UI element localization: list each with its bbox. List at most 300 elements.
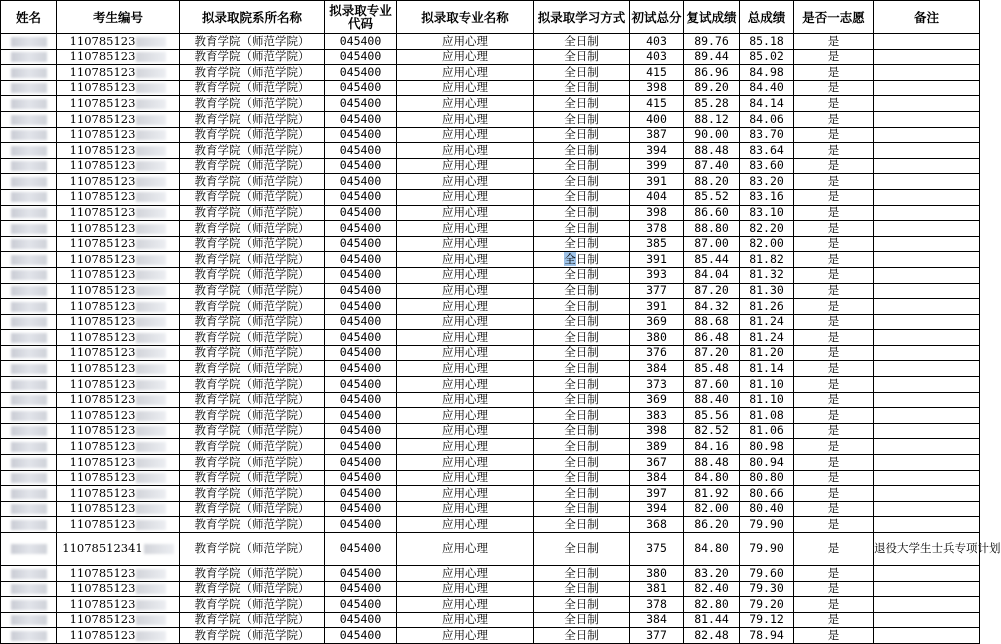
name-cell[interactable] [1, 267, 57, 283]
study-mode-cell[interactable]: 全日制 [534, 174, 630, 190]
retest-score-cell[interactable]: 82.80 [684, 597, 740, 613]
remarks-cell[interactable] [874, 299, 980, 315]
college-cell[interactable]: 教育学院（师范学院） [180, 345, 325, 361]
retest-score-cell[interactable]: 85.56 [684, 408, 740, 424]
retest-score-cell[interactable]: 83.20 [684, 566, 740, 582]
major-name-cell[interactable]: 应用心理 [397, 314, 534, 330]
exam-id-cell[interactable] [57, 566, 180, 582]
college-cell[interactable]: 教育学院（师范学院） [180, 49, 325, 65]
initial-score-cell[interactable]: 387 [630, 127, 684, 143]
retest-score-cell[interactable]: 89.76 [684, 34, 740, 50]
exam-id-cell[interactable] [57, 612, 180, 628]
header-study-mode[interactable]: 拟录取学习方式 [534, 1, 630, 34]
initial-score-cell[interactable]: 380 [630, 330, 684, 346]
first-choice-cell[interactable]: 是 [794, 65, 874, 81]
name-cell[interactable] [1, 581, 57, 597]
header-college[interactable]: 拟录取院系所名称 [180, 1, 325, 34]
initial-score-cell[interactable]: 398 [630, 423, 684, 439]
retest-score-cell[interactable]: 84.16 [684, 439, 740, 455]
major-code-cell[interactable]: 045400 [325, 127, 397, 143]
retest-score-cell[interactable]: 86.20 [684, 517, 740, 533]
remarks-cell[interactable] [874, 283, 980, 299]
college-cell[interactable]: 教育学院（师范学院） [180, 392, 325, 408]
retest-score-cell[interactable]: 85.28 [684, 96, 740, 112]
major-name-cell[interactable]: 应用心理 [397, 65, 534, 81]
remarks-cell[interactable] [874, 205, 980, 221]
remarks-cell[interactable] [874, 423, 980, 439]
initial-score-cell[interactable]: 403 [630, 49, 684, 65]
major-name-cell[interactable]: 应用心理 [397, 628, 534, 644]
initial-score-cell[interactable]: 369 [630, 314, 684, 330]
retest-score-cell[interactable]: 88.40 [684, 392, 740, 408]
name-cell[interactable] [1, 533, 57, 566]
remarks-cell[interactable] [874, 80, 980, 96]
first-choice-cell[interactable]: 是 [794, 283, 874, 299]
college-cell[interactable]: 教育学院（师范学院） [180, 628, 325, 644]
first-choice-cell[interactable]: 是 [794, 236, 874, 252]
name-cell[interactable] [1, 236, 57, 252]
remarks-cell[interactable] [874, 267, 980, 283]
study-mode-cell[interactable]: 全日制 [534, 96, 630, 112]
exam-id-cell[interactable] [57, 486, 180, 502]
total-score-cell[interactable]: 83.64 [740, 143, 794, 159]
major-code-cell[interactable]: 045400 [325, 330, 397, 346]
initial-score-cell[interactable]: 369 [630, 392, 684, 408]
exam-id-cell[interactable] [57, 392, 180, 408]
exam-id-cell[interactable] [57, 314, 180, 330]
total-score-cell[interactable]: 83.60 [740, 158, 794, 174]
total-score-cell[interactable]: 79.60 [740, 566, 794, 582]
exam-id-cell[interactable] [57, 96, 180, 112]
initial-score-cell[interactable]: 375 [630, 533, 684, 566]
study-mode-cell[interactable]: 全日制 [534, 267, 630, 283]
initial-score-cell[interactable]: 367 [630, 455, 684, 471]
first-choice-cell[interactable]: 是 [794, 533, 874, 566]
remarks-cell[interactable] [874, 143, 980, 159]
first-choice-cell[interactable]: 是 [794, 408, 874, 424]
major-code-cell[interactable]: 045400 [325, 252, 397, 268]
major-code-cell[interactable]: 045400 [325, 501, 397, 517]
remarks-cell[interactable] [874, 581, 980, 597]
total-score-cell[interactable]: 81.24 [740, 330, 794, 346]
name-cell[interactable] [1, 314, 57, 330]
initial-score-cell[interactable]: 378 [630, 221, 684, 237]
initial-score-cell[interactable]: 383 [630, 408, 684, 424]
major-name-cell[interactable]: 应用心理 [397, 597, 534, 613]
header-name[interactable]: 姓名 [1, 1, 57, 34]
major-name-cell[interactable]: 应用心理 [397, 361, 534, 377]
remarks-cell[interactable] [874, 221, 980, 237]
college-cell[interactable]: 教育学院（师范学院） [180, 517, 325, 533]
initial-score-cell[interactable]: 389 [630, 439, 684, 455]
first-choice-cell[interactable]: 是 [794, 455, 874, 471]
major-code-cell[interactable]: 045400 [325, 423, 397, 439]
total-score-cell[interactable]: 79.90 [740, 533, 794, 566]
major-code-cell[interactable]: 045400 [325, 455, 397, 471]
name-cell[interactable] [1, 566, 57, 582]
major-name-cell[interactable]: 应用心理 [397, 205, 534, 221]
major-name-cell[interactable]: 应用心理 [397, 189, 534, 205]
study-mode-cell[interactable]: 全日制 [534, 612, 630, 628]
major-name-cell[interactable]: 应用心理 [397, 581, 534, 597]
college-cell[interactable]: 教育学院（师范学院） [180, 80, 325, 96]
name-cell[interactable] [1, 158, 57, 174]
initial-score-cell[interactable]: 377 [630, 628, 684, 644]
study-mode-cell[interactable]: 全日制 [534, 111, 630, 127]
initial-score-cell[interactable]: 385 [630, 236, 684, 252]
remarks-cell[interactable] [874, 566, 980, 582]
total-score-cell[interactable]: 79.12 [740, 612, 794, 628]
major-name-cell[interactable]: 应用心理 [397, 252, 534, 268]
header-major-code[interactable]: 拟录取专业代码 [325, 1, 397, 34]
total-score-cell[interactable]: 85.18 [740, 34, 794, 50]
name-cell[interactable] [1, 501, 57, 517]
college-cell[interactable]: 教育学院（师范学院） [180, 143, 325, 159]
name-cell[interactable] [1, 455, 57, 471]
remarks-cell[interactable] [874, 470, 980, 486]
major-code-cell[interactable]: 045400 [325, 533, 397, 566]
name-cell[interactable] [1, 283, 57, 299]
initial-score-cell[interactable]: 415 [630, 96, 684, 112]
total-score-cell[interactable]: 81.20 [740, 345, 794, 361]
retest-score-cell[interactable]: 88.48 [684, 143, 740, 159]
major-name-cell[interactable]: 应用心理 [397, 174, 534, 190]
initial-score-cell[interactable]: 376 [630, 345, 684, 361]
name-cell[interactable] [1, 111, 57, 127]
first-choice-cell[interactable]: 是 [794, 127, 874, 143]
total-score-cell[interactable]: 84.06 [740, 111, 794, 127]
retest-score-cell[interactable]: 87.00 [684, 236, 740, 252]
major-code-cell[interactable]: 045400 [325, 158, 397, 174]
total-score-cell[interactable]: 81.10 [740, 377, 794, 393]
total-score-cell[interactable]: 81.06 [740, 423, 794, 439]
total-score-cell[interactable]: 80.66 [740, 486, 794, 502]
exam-id-cell[interactable] [57, 439, 180, 455]
college-cell[interactable]: 教育学院（师范学院） [180, 408, 325, 424]
study-mode-cell[interactable]: 全日制 [534, 221, 630, 237]
name-cell[interactable] [1, 127, 57, 143]
initial-score-cell[interactable]: 404 [630, 189, 684, 205]
first-choice-cell[interactable]: 是 [794, 252, 874, 268]
major-code-cell[interactable]: 045400 [325, 566, 397, 582]
major-name-cell[interactable]: 应用心理 [397, 345, 534, 361]
total-score-cell[interactable]: 83.20 [740, 174, 794, 190]
remarks-cell[interactable] [874, 314, 980, 330]
remarks-cell[interactable] [874, 377, 980, 393]
exam-id-cell[interactable] [57, 361, 180, 377]
exam-id-cell[interactable] [57, 189, 180, 205]
study-mode-cell[interactable]: 全日制 [534, 361, 630, 377]
major-code-cell[interactable]: 045400 [325, 143, 397, 159]
retest-score-cell[interactable]: 86.60 [684, 205, 740, 221]
college-cell[interactable]: 教育学院（师范学院） [180, 96, 325, 112]
first-choice-cell[interactable]: 是 [794, 486, 874, 502]
study-mode-cell[interactable]: 全日制 [534, 501, 630, 517]
first-choice-cell[interactable]: 是 [794, 581, 874, 597]
header-initial-score[interactable]: 初试总分 [630, 1, 684, 34]
total-score-cell[interactable]: 82.00 [740, 236, 794, 252]
college-cell[interactable]: 教育学院（师范学院） [180, 65, 325, 81]
retest-score-cell[interactable]: 89.20 [684, 80, 740, 96]
remarks-cell[interactable] [874, 174, 980, 190]
study-mode-cell[interactable]: 全日制 [534, 189, 630, 205]
major-name-cell[interactable]: 应用心理 [397, 236, 534, 252]
initial-score-cell[interactable]: 368 [630, 517, 684, 533]
total-score-cell[interactable]: 78.94 [740, 628, 794, 644]
exam-id-cell[interactable] [57, 252, 180, 268]
remarks-cell[interactable] [874, 408, 980, 424]
college-cell[interactable]: 教育学院（师范学院） [180, 423, 325, 439]
total-score-cell[interactable]: 80.94 [740, 455, 794, 471]
major-code-cell[interactable]: 045400 [325, 189, 397, 205]
study-mode-cell[interactable]: 全日制 [534, 34, 630, 50]
major-code-cell[interactable]: 045400 [325, 314, 397, 330]
study-mode-cell[interactable]: 全日制 [534, 158, 630, 174]
retest-score-cell[interactable]: 87.40 [684, 158, 740, 174]
initial-score-cell[interactable]: 380 [630, 566, 684, 582]
remarks-cell[interactable] [874, 439, 980, 455]
exam-id-cell[interactable] [57, 408, 180, 424]
remarks-cell[interactable] [874, 330, 980, 346]
study-mode-cell[interactable]: 全日制 [534, 299, 630, 315]
college-cell[interactable]: 教育学院（师范学院） [180, 314, 325, 330]
major-name-cell[interactable]: 应用心理 [397, 486, 534, 502]
initial-score-cell[interactable]: 394 [630, 501, 684, 517]
header-major-name[interactable]: 拟录取专业名称 [397, 1, 534, 34]
retest-score-cell[interactable]: 86.96 [684, 65, 740, 81]
retest-score-cell[interactable]: 87.60 [684, 377, 740, 393]
first-choice-cell[interactable]: 是 [794, 96, 874, 112]
initial-score-cell[interactable]: 393 [630, 267, 684, 283]
remarks-cell[interactable] [874, 628, 980, 644]
exam-id-cell[interactable] [57, 517, 180, 533]
major-code-cell[interactable]: 045400 [325, 439, 397, 455]
total-score-cell[interactable]: 84.98 [740, 65, 794, 81]
header-total-score[interactable]: 总成绩 [740, 1, 794, 34]
retest-score-cell[interactable]: 85.48 [684, 361, 740, 377]
study-mode-cell[interactable]: 全日制 [534, 566, 630, 582]
major-name-cell[interactable]: 应用心理 [397, 127, 534, 143]
initial-score-cell[interactable]: 384 [630, 612, 684, 628]
study-mode-cell[interactable]: 全日制 [534, 283, 630, 299]
study-mode-cell[interactable]: 全日制 [534, 314, 630, 330]
header-exam-id[interactable]: 考生编号 [57, 1, 180, 34]
header-retest-score[interactable]: 复试成绩 [684, 1, 740, 34]
exam-id-cell[interactable] [57, 628, 180, 644]
study-mode-cell[interactable]: 全日制 [534, 65, 630, 81]
retest-score-cell[interactable]: 87.20 [684, 283, 740, 299]
name-cell[interactable] [1, 221, 57, 237]
study-mode-cell[interactable]: 全日制 [534, 581, 630, 597]
major-code-cell[interactable]: 045400 [325, 174, 397, 190]
remarks-cell[interactable] [874, 455, 980, 471]
initial-score-cell[interactable]: 391 [630, 299, 684, 315]
name-cell[interactable] [1, 628, 57, 644]
major-code-cell[interactable]: 045400 [325, 283, 397, 299]
major-name-cell[interactable]: 应用心理 [397, 423, 534, 439]
study-mode-cell[interactable]: 全日制 [534, 143, 630, 159]
first-choice-cell[interactable]: 是 [794, 470, 874, 486]
study-mode-cell[interactable]: 全日制 [534, 377, 630, 393]
name-cell[interactable] [1, 470, 57, 486]
name-cell[interactable] [1, 597, 57, 613]
remarks-cell[interactable] [874, 486, 980, 502]
major-code-cell[interactable]: 045400 [325, 65, 397, 81]
name-cell[interactable] [1, 345, 57, 361]
college-cell[interactable]: 教育学院（师范学院） [180, 455, 325, 471]
exam-id-cell[interactable] [57, 236, 180, 252]
major-name-cell[interactable]: 应用心理 [397, 111, 534, 127]
total-score-cell[interactable]: 84.40 [740, 80, 794, 96]
major-name-cell[interactable]: 应用心理 [397, 377, 534, 393]
exam-id-cell[interactable] [57, 377, 180, 393]
remarks-cell[interactable] [874, 236, 980, 252]
retest-score-cell[interactable]: 81.44 [684, 612, 740, 628]
initial-score-cell[interactable]: 415 [630, 65, 684, 81]
retest-score-cell[interactable]: 86.48 [684, 330, 740, 346]
initial-score-cell[interactable]: 373 [630, 377, 684, 393]
remarks-cell[interactable] [874, 517, 980, 533]
name-cell[interactable] [1, 330, 57, 346]
remarks-cell[interactable] [874, 127, 980, 143]
college-cell[interactable]: 教育学院（师范学院） [180, 252, 325, 268]
initial-score-cell[interactable]: 391 [630, 174, 684, 190]
study-mode-cell[interactable]: 全日制 [534, 205, 630, 221]
retest-score-cell[interactable]: 89.44 [684, 49, 740, 65]
total-score-cell[interactable]: 83.10 [740, 205, 794, 221]
remarks-cell[interactable] [874, 612, 980, 628]
major-code-cell[interactable]: 045400 [325, 205, 397, 221]
college-cell[interactable]: 教育学院（师范学院） [180, 377, 325, 393]
name-cell[interactable] [1, 96, 57, 112]
name-cell[interactable] [1, 439, 57, 455]
exam-id-cell[interactable] [57, 470, 180, 486]
study-mode-cell[interactable]: 全日制 [534, 423, 630, 439]
total-score-cell[interactable]: 80.40 [740, 501, 794, 517]
major-code-cell[interactable]: 045400 [325, 392, 397, 408]
retest-score-cell[interactable]: 88.68 [684, 314, 740, 330]
exam-id-cell[interactable] [57, 283, 180, 299]
study-mode-cell[interactable]: 全日制 [534, 455, 630, 471]
major-code-cell[interactable]: 045400 [325, 470, 397, 486]
college-cell[interactable]: 教育学院（师范学院） [180, 566, 325, 582]
retest-score-cell[interactable]: 85.52 [684, 189, 740, 205]
major-code-cell[interactable]: 045400 [325, 612, 397, 628]
major-name-cell[interactable]: 应用心理 [397, 221, 534, 237]
first-choice-cell[interactable]: 是 [794, 423, 874, 439]
retest-score-cell[interactable]: 90.00 [684, 127, 740, 143]
major-code-cell[interactable]: 045400 [325, 345, 397, 361]
college-cell[interactable]: 教育学院（师范学院） [180, 597, 325, 613]
major-name-cell[interactable]: 应用心理 [397, 158, 534, 174]
name-cell[interactable] [1, 408, 57, 424]
total-score-cell[interactable]: 83.16 [740, 189, 794, 205]
study-mode-cell[interactable]: 全日制 [534, 533, 630, 566]
major-code-cell[interactable]: 045400 [325, 80, 397, 96]
name-cell[interactable] [1, 612, 57, 628]
total-score-cell[interactable]: 81.24 [740, 314, 794, 330]
first-choice-cell[interactable]: 是 [794, 566, 874, 582]
exam-id-cell[interactable] [57, 299, 180, 315]
remarks-cell[interactable] [874, 345, 980, 361]
first-choice-cell[interactable]: 是 [794, 628, 874, 644]
total-score-cell[interactable]: 82.20 [740, 221, 794, 237]
initial-score-cell[interactable]: 394 [630, 143, 684, 159]
first-choice-cell[interactable]: 是 [794, 517, 874, 533]
name-cell[interactable] [1, 252, 57, 268]
total-score-cell[interactable]: 80.80 [740, 470, 794, 486]
first-choice-cell[interactable]: 是 [794, 612, 874, 628]
initial-score-cell[interactable]: 378 [630, 597, 684, 613]
total-score-cell[interactable]: 81.26 [740, 299, 794, 315]
study-mode-cell[interactable]: 全日制 [534, 80, 630, 96]
first-choice-cell[interactable]: 是 [794, 392, 874, 408]
first-choice-cell[interactable]: 是 [794, 361, 874, 377]
first-choice-cell[interactable]: 是 [794, 143, 874, 159]
college-cell[interactable]: 教育学院（师范学院） [180, 439, 325, 455]
exam-id-cell[interactable] [57, 158, 180, 174]
retest-score-cell[interactable]: 82.52 [684, 423, 740, 439]
study-mode-cell[interactable]: 全日制 [534, 628, 630, 644]
college-cell[interactable]: 教育学院（师范学院） [180, 361, 325, 377]
exam-id-cell[interactable] [57, 80, 180, 96]
major-code-cell[interactable]: 045400 [325, 486, 397, 502]
college-cell[interactable]: 教育学院（师范学院） [180, 533, 325, 566]
retest-score-cell[interactable]: 81.92 [684, 486, 740, 502]
exam-id-cell[interactable] [57, 423, 180, 439]
college-cell[interactable]: 教育学院（师范学院） [180, 236, 325, 252]
total-score-cell[interactable]: 85.02 [740, 49, 794, 65]
major-name-cell[interactable]: 应用心理 [397, 501, 534, 517]
exam-id-cell[interactable] [57, 597, 180, 613]
major-name-cell[interactable]: 应用心理 [397, 408, 534, 424]
remarks-cell[interactable] [874, 34, 980, 50]
study-mode-cell[interactable]: 全日制 [534, 330, 630, 346]
college-cell[interactable]: 教育学院（师范学院） [180, 158, 325, 174]
exam-id-cell[interactable] [57, 330, 180, 346]
first-choice-cell[interactable]: 是 [794, 80, 874, 96]
major-code-cell[interactable]: 045400 [325, 299, 397, 315]
major-name-cell[interactable]: 应用心理 [397, 392, 534, 408]
name-cell[interactable] [1, 377, 57, 393]
exam-id-cell[interactable] [57, 127, 180, 143]
study-mode-cell[interactable]: 全日制 [534, 49, 630, 65]
exam-id-cell[interactable] [57, 143, 180, 159]
major-code-cell[interactable]: 045400 [325, 96, 397, 112]
college-cell[interactable]: 教育学院（师范学院） [180, 205, 325, 221]
remarks-cell[interactable] [874, 392, 980, 408]
major-name-cell[interactable]: 应用心理 [397, 34, 534, 50]
total-score-cell[interactable]: 79.20 [740, 597, 794, 613]
college-cell[interactable]: 教育学院（师范学院） [180, 34, 325, 50]
first-choice-cell[interactable]: 是 [794, 501, 874, 517]
college-cell[interactable]: 教育学院（师范学院） [180, 174, 325, 190]
total-score-cell[interactable]: 81.10 [740, 392, 794, 408]
remarks-cell[interactable] [874, 597, 980, 613]
exam-id-cell[interactable] [57, 267, 180, 283]
college-cell[interactable]: 教育学院（师范学院） [180, 470, 325, 486]
major-name-cell[interactable]: 应用心理 [397, 470, 534, 486]
major-name-cell[interactable]: 应用心理 [397, 517, 534, 533]
college-cell[interactable]: 教育学院（师范学院） [180, 330, 325, 346]
college-cell[interactable]: 教育学院（师范学院） [180, 283, 325, 299]
exam-id-cell[interactable] [57, 501, 180, 517]
study-mode-cell[interactable]: 全日制 [534, 439, 630, 455]
major-code-cell[interactable]: 045400 [325, 377, 397, 393]
study-mode-cell[interactable]: 全日制 [534, 345, 630, 361]
exam-id-cell[interactable] [57, 221, 180, 237]
college-cell[interactable]: 教育学院（师范学院） [180, 189, 325, 205]
